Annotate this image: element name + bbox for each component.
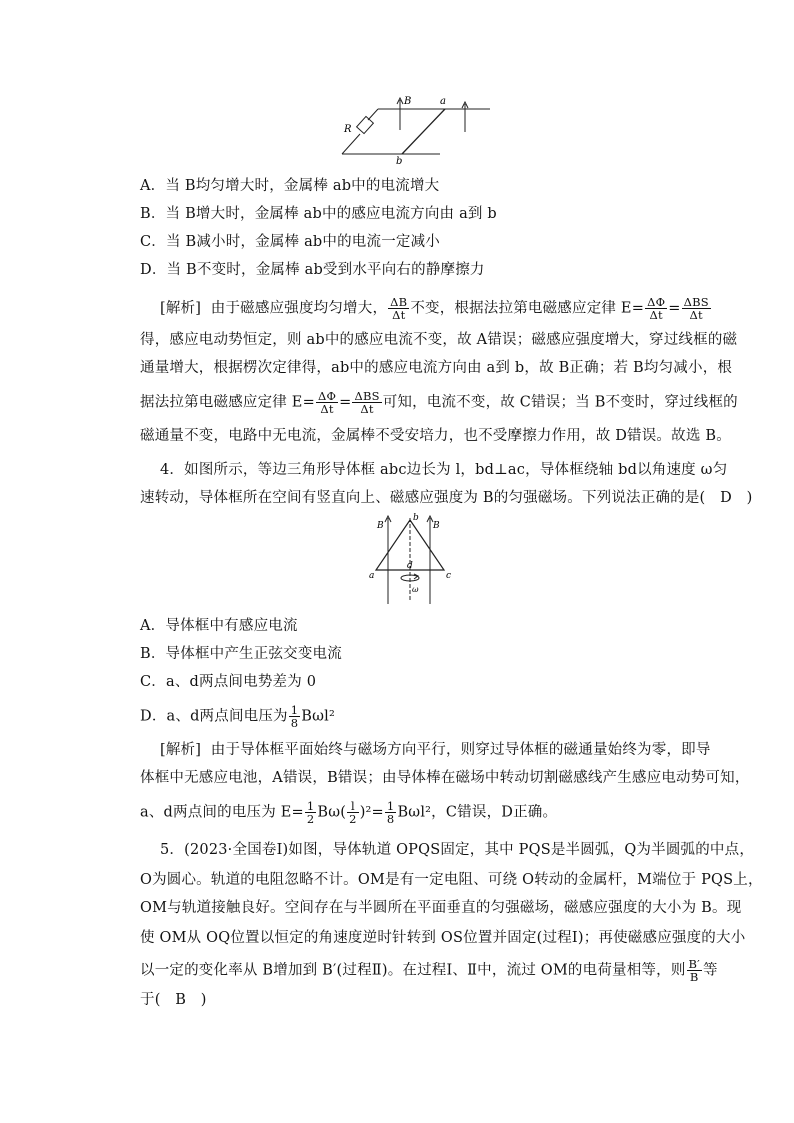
q4-option-b: B．导体框中产生正弦交变电流	[140, 646, 342, 662]
fraction-B-ratio: $\frac{B'}{B}$	[688, 957, 700, 984]
q3-option-d: D．当 B不变时，金属棒 ab受到水平向右的静摩擦力	[140, 262, 485, 278]
analysis-text: )²=	[359, 804, 384, 821]
q4-option-d	[140, 704, 335, 729]
analysis-text: 不变，根据法拉第电磁感应定律 E=	[410, 300, 645, 317]
fraction-one-eighth-2: $\frac{1}{8}$	[386, 799, 395, 826]
label-B: B	[404, 96, 412, 107]
label-omega: ω	[412, 585, 419, 594]
label-a: a	[440, 96, 446, 107]
label-R: R	[344, 124, 352, 135]
fraction-dBS-dt-2: $\frac{\text{ΔBS}}{\Delta t}$	[354, 389, 380, 416]
q4-stem-line2: 速转动，导体框所在空间有竖直向上、磁感应强度为 B的匀强磁场。下列说法正确的是( D )	[140, 490, 753, 506]
analysis-text: Bω(	[317, 804, 347, 821]
q3-analysis-line4	[140, 390, 738, 415]
analysis-text: 由于磁感应强度均匀增大，	[210, 300, 388, 317]
fraction-l-half: $\frac{l}{2}$	[349, 799, 357, 826]
option-text: Bωl²	[301, 708, 336, 725]
fraction-dPhi-dt-2: $\frac{\Delta\Phi}{\Delta t}$	[317, 389, 337, 416]
q4-option-a: A．导体框中有感应电流	[140, 618, 298, 634]
q3-analysis-line1	[160, 296, 712, 321]
label-c: c	[446, 571, 452, 581]
q5-line3: OM与轨道接触良好。空间存在与半圆所在平面垂直的匀强磁场，磁感应强度的大小为 B。现	[140, 900, 742, 916]
label-d: d	[407, 561, 413, 571]
q4-stem-line1: 4．如图所示，等边三角形导体框 abc边长为 l，bd⊥ac，导体框绕轴 bd以角速度 ω匀	[160, 462, 728, 478]
fraction-one-eighth: $\frac{1}{8}$	[290, 703, 299, 730]
question-text: 以一定的变化率从 B增加到 B′(过程Ⅱ)。在过程Ⅰ、Ⅱ中，流过 OM的电荷量相等，则	[140, 962, 686, 979]
fraction-dBS-dt: $\frac{\text{ΔBS}}{\Delta t}$	[683, 295, 709, 322]
figure-triangle-diagram	[366, 508, 466, 608]
label-b: b	[413, 513, 419, 523]
q4-analysis-line3	[140, 800, 557, 825]
q5-line2: O为圆心。轨道的电阻忽略不计。OM是有一定电阻、可绕 O转动的金属杆，M端位于 PQS上，	[140, 872, 763, 888]
label-B-left: B	[377, 521, 384, 531]
fraction-one-half: $\frac{1}{2}$	[306, 799, 315, 826]
fraction-dB-dt: $\frac{\Delta B}{\Delta t}$	[390, 295, 408, 322]
label-b: b	[396, 156, 403, 164]
analysis-text: 由于导体框平面始终与磁场方向平行，则穿过导体框的磁通量始终为零，即导	[210, 742, 711, 758]
label-a: a	[369, 571, 375, 581]
fraction-dPhi-dt: $\frac{\Delta\Phi}{\Delta t}$	[647, 295, 666, 322]
q3-option-c: C．当 B减小时，金属棒 ab中的电流一定减小	[140, 234, 440, 250]
q4-analysis-line2: 体框中无感应电池，A错误，B错误；由导体棒在磁场中转动切割磁感线产生感应电动势可知，	[140, 770, 750, 786]
q3-option-a: A．当 B均匀增大时，金属棒 ab中的电流增大	[140, 178, 440, 194]
option-text: D．a、d两点间电压为	[140, 708, 288, 725]
figure-rails-diagram	[330, 92, 495, 164]
analysis-text: Bωl²，C错误，D正确。	[397, 804, 558, 821]
q4-option-c: C．a、d两点间电势差为 0	[140, 674, 317, 690]
q3-option-b: B．当 B增大时，金属棒 ab中的感应电流方向由 a到 b	[140, 206, 497, 222]
equals-sign: =	[668, 300, 681, 317]
label-B-right: B	[433, 521, 440, 531]
q5-line1: 5．(2023·全国卷Ⅰ)如图，导体轨道 OPQS固定，其中 PQS是半圆弧，Q为半圆弧的中点，	[160, 842, 755, 858]
q5-line6: 于( B )	[140, 992, 207, 1008]
analysis-tag: [解析]	[160, 742, 202, 758]
q5-line4: 使 OM从 OQ位置以恒定的角速度逆时针转到 OS位置并固定(过程Ⅰ)；再使磁感应强度的大小	[140, 930, 746, 946]
analysis-text: 可知，电流不变，故 C错误；当 B不变时，穿过线框的	[382, 394, 738, 411]
question-text: 等	[702, 962, 718, 979]
q4-analysis-line1	[160, 740, 711, 760]
analysis-text: 据法拉第电磁感应定律 E=	[140, 394, 315, 411]
analysis-tag: [解析]	[160, 300, 202, 317]
analysis-text: a、d两点间的电压为 E=	[140, 804, 304, 821]
q3-analysis-line5: 磁通量不变，电路中无电流，金属棒不受安培力，也不受摩擦力作用，故 D错误。故选 B。	[140, 428, 731, 444]
q3-analysis-line2: 得，感应电动势恒定，则 ab中的感应电流不变，故 A错误；磁感应强度增大，穿过线框的磁	[140, 332, 738, 348]
equals-sign: =	[339, 394, 352, 411]
q5-line5	[140, 958, 718, 983]
q3-analysis-line3: 通量增大，根据楞次定律得，ab中的感应电流方向由 a到 b，故 B正确；若 B均匀减小，根	[140, 360, 733, 376]
